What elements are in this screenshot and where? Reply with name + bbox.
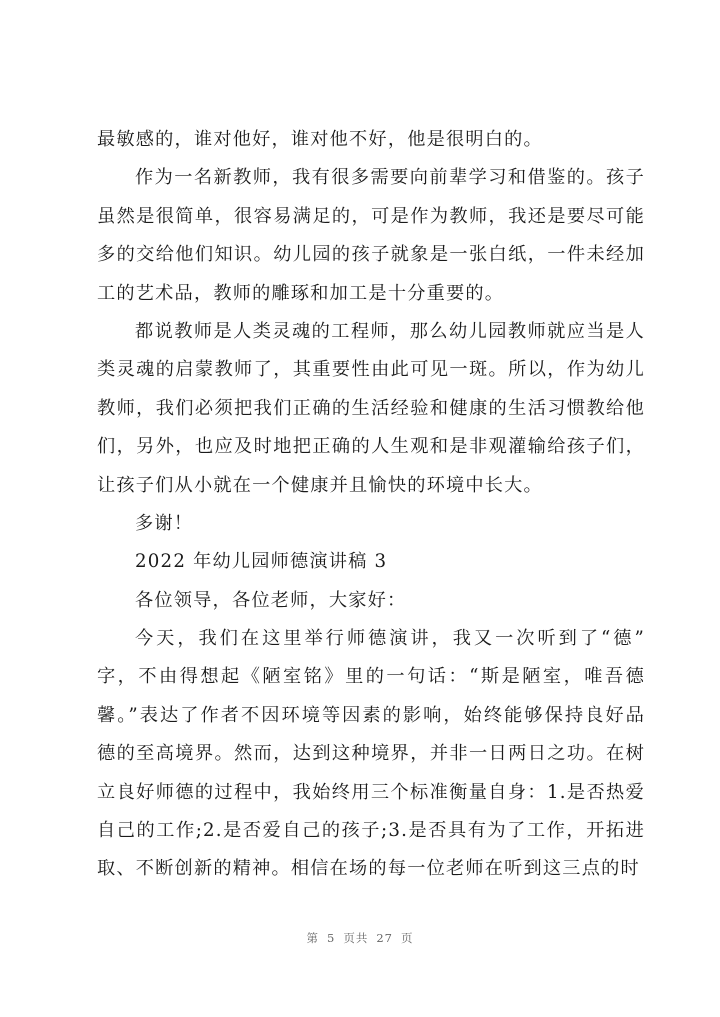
footer-total-pages: 27 [376, 931, 393, 945]
text-line: 各位领导，各位老师，大家好： [135, 589, 407, 611]
text-line: 德的至高境界。然而，达到这种境界，并非一日两日之功。在树 [97, 743, 645, 765]
paragraph [97, 159, 645, 313]
text-line: 类灵魂的启蒙教师了，其重要性由此可见一斑。所以，作为幼儿 [97, 359, 645, 381]
footer-current-page: 5 [327, 931, 336, 945]
text-line: 虽然是很简单，很容易满足的，可是作为教师，我还是要尽可能 [97, 205, 645, 227]
text-line: 让孩子们从小就在一个健康并且愉快的环境中长大。 [97, 474, 543, 496]
paragraph [97, 313, 645, 505]
text-line: 最敏感的，谁对他好，谁对他不好，他是很明白的。 [97, 129, 543, 150]
text-line: 2022 年幼儿园师德演讲稿 3 [135, 551, 388, 573]
page-footer [0, 930, 720, 946]
footer-prefix: 第 [306, 931, 320, 945]
text-line: 今天，我们在这里举行师德演讲，我又一次听到了“德” [135, 628, 645, 650]
paragraph [97, 121, 645, 159]
text-line: 字，不由得想起《陋室铭》里的一句话：“斯是陋室，唯吾德 [97, 666, 645, 688]
text-line: 工的艺术品，教师的雕琢和加工是十分重要的。 [97, 282, 505, 304]
text-line: 多谢！ [135, 512, 194, 534]
paragraph [97, 582, 645, 620]
text-line: 馨。”表达了作者不因环境等因素的影响，始终能够保持良好品 [97, 704, 645, 726]
paragraph [97, 620, 645, 889]
document-body [97, 121, 645, 889]
paragraph [97, 505, 645, 543]
text-line: 取、不断创新的精神。相信在场的每一位老师在听到这三点的时 [97, 858, 640, 880]
text-line: 都说教师是人类灵魂的工程师，那么幼儿园教师就应当是人 [135, 320, 645, 342]
text-line: 们，另外，也应及时地把正确的人生观和是非观灌输给孩子们， [97, 436, 645, 458]
footer-suffix: 页 [400, 931, 414, 945]
footer-mid: 页共 [343, 931, 369, 945]
text-line: 多的交给他们知识。幼儿园的孩子就象是一张白纸，一件未经加 [97, 244, 645, 266]
text-line: 作为一名新教师，我有很多需要向前辈学习和借鉴的。孩子 [135, 167, 645, 189]
text-line: 教师，我们必须把我们正确的生活经验和健康的生活习惯教给他 [97, 397, 645, 419]
text-line: 立良好师德的过程中，我始终用三个标准衡量自身：1.是否热爱 [97, 781, 645, 803]
paragraph [97, 543, 645, 581]
text-line: 自己的工作;2.是否爱自己的孩子;3.是否具有为了工作，开拓进 [97, 820, 645, 842]
